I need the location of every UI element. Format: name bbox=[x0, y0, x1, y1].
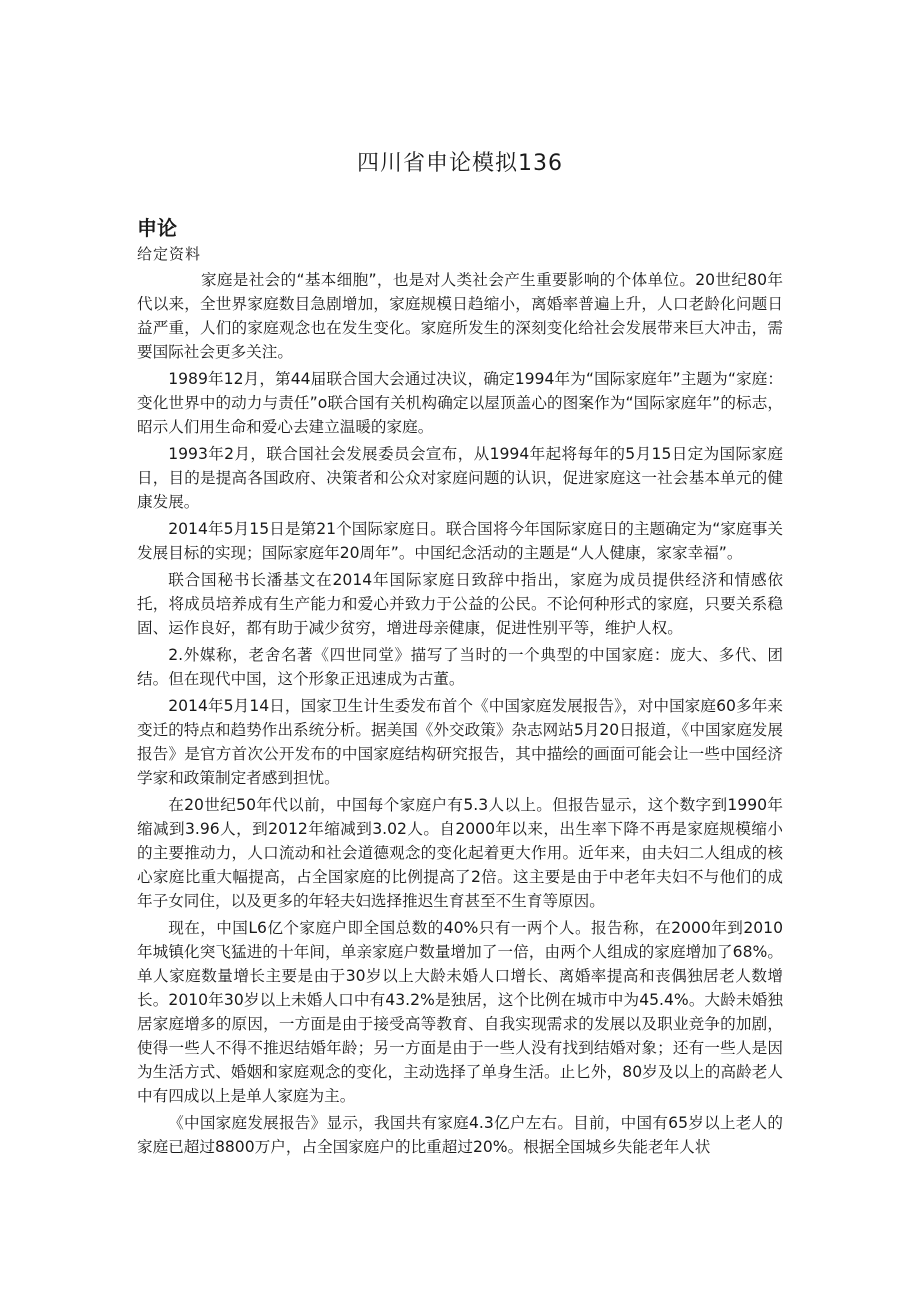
section-heading: 申论 bbox=[137, 216, 177, 240]
paragraph-6: 2.外媒称，老舍名著《四世同堂》描写了当时的一个典型的中国家庭：庞大、多代、团结。但在现代中国，这个形象正迅速成为古董。 bbox=[137, 646, 783, 688]
paragraph-5: 联合国秘书长潘基文在2014年国际家庭日致辞中指出，家庭为成员提供经济和情感依托，将成员培养成有生产能力和爱心并致力于公益的公民。不论何种形式的家庭，只要关系稳固、运作良好，都有助于减少贫穷，增进母亲健康，促进性别平等，维护人权。 bbox=[137, 571, 783, 637]
paragraph-9: 现在，中国L6亿个家庭户即全国总数的40%只有一两个人。报告称，在2000年到2010年城镇化突飞猛进的十年间，单亲家庭户数量增加了一倍，由两个人组成的家庭增加了68%。单人家庭数量增长主要是由于30岁以上大龄未婚人口增长、离婚率提高和丧偶独居老人数增长。2010年30岁以上未婚人口中有43.2%是独居，这个比例在城市中为45.4%。大龄未婚独居家庭增多的原因，一方面是由于接受高等教育、自我实现需求的发展以及职业竞争的加剧，使得一些人不得不推迟结婚年龄；另一方面是由于一些人没有找到结婚对象；还有一些人是因为生活方式、婚姻和家庭观念的变化，主动选择了单身生活。止匕外，80岁及以上的高龄老人中有四成以上是单人家庭为主。 bbox=[137, 919, 783, 1105]
paragraph-2: 1989年12月，第44届联合国大会通过决议，确定1994年为“国际家庭年”主题为“家庭：变化世界中的动力与责任”o联合国有关机构确定以屋顶盖心的图案作为“国际家庭年”的标志，昭示人们用生命和爱心去建立温暖的家庭。 bbox=[137, 370, 783, 436]
paragraph-4: 2014年5月15日是第21个国际家庭日。联合国将今年国际家庭日的主题确定为“家庭事关发展目标的实现；国际家庭年20周年”。中国纪念活动的主题是“人人健康，家家幸福”。 bbox=[137, 520, 783, 562]
paragraph-8: 在20世纪50年代以前，中国每个家庭户有5.3人以上。但报告显示，这个数字到1990年缩减到3.96人，到2012年缩减到3.02人。自2000年以来，出生率下降不再是家庭规模缩小的主要推动力，人口流动和社会道德观念的变化起着更大作用。近年来，由夫妇二人组成的核心家庭比重大幅提高，占全国家庭的比例提高了2倍。这主要是由于中老年夫妇不与他们的成年子女同住，以及更多的年轻夫妇选择推迟生育甚至不生育等原因。 bbox=[137, 796, 783, 910]
paragraph-7: 2014年5月14日，国家卫生计生委发布首个《中国家庭发展报告》，对中国家庭60多年来变迁的特点和趋势作出系统分析。据美国《外交政策》杂志网站5月20日报道，《中国家庭发展报告》是官方首次公开发布的中国家庭结构研究报告，其中描绘的画面可能会让一些中国经济学家和政策制定者感到担忧。 bbox=[137, 697, 783, 787]
document-title: 四川省申论模拟136 bbox=[357, 151, 563, 176]
subsection-heading: 给定资料 bbox=[137, 245, 202, 263]
paragraph-1: 家庭是社会的“基本细胞”，也是对人类社会产生重要影响的个体单位。20世纪80年代以来，全世界家庭数目急剧增加，家庭规模日趋缩小，离婚率普遍上升，人口老龄化问题日益严重，人们的家庭观念也在发生变化。家庭所发生的深刻变化给社会发展带来巨大冲击，需要国际社会更多关注。 bbox=[137, 271, 783, 361]
paragraph-3: 1993年2月，联合国社会发展委员会宣布，从1994年起将每年的5月15日定为国际家庭日，目的是提高各国政府、决策者和公众对家庭问题的认识，促进家庭这一社会基本单元的健康发展。 bbox=[137, 445, 783, 511]
paragraph-10: 《中国家庭发展报告》显示，我国共有家庭4.3亿户左右。目前，中国有65岁以上老人的家庭已超过8800万户，占全国家庭户的比重超过20%。根据全国城乡失能老年人状 bbox=[137, 1114, 783, 1156]
document-body bbox=[137, 268, 783, 1162]
